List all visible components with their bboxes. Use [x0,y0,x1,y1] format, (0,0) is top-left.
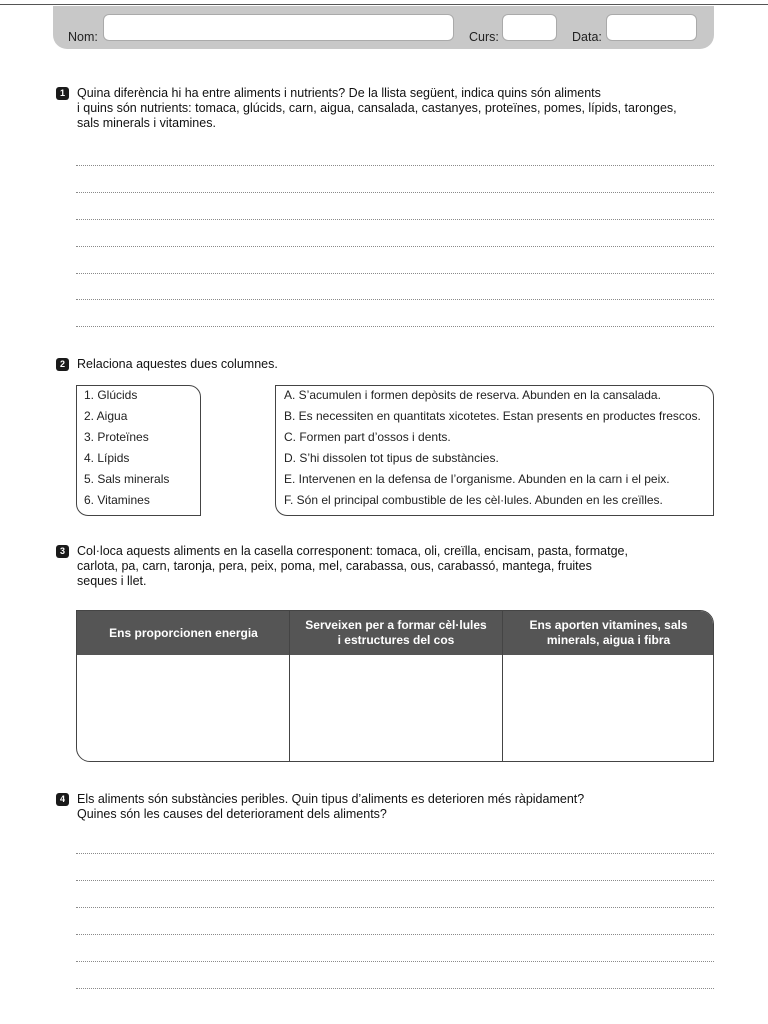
question-1-text [77,86,677,131]
question-line: Quines són les causes del deteriorament dels aliments? [77,807,387,821]
answer-line[interactable] [76,326,714,327]
question-4-number: 4 [56,793,69,806]
answer-line[interactable] [76,246,714,247]
column-header-vitamins: Ens aporten vitamines, sals minerals, aigua i fibra [529,618,688,647]
left-item: 5. Sals minerals [84,472,170,486]
right-item: A. S’acumulen i formen depòsits de reserva. Abunden en la cansalada. [284,388,661,402]
column-header-structure: Serveixen per a formar cèl·lules i estructures del cos [305,618,487,647]
question-line: Els aliments són substàncies peribles. Quin tipus d’aliments es deterioren més ràpidament? [77,792,585,806]
answer-cell-structure[interactable] [290,655,502,762]
name-field[interactable] [103,14,454,41]
column-header-energy: Ens proporcionen energia [109,625,258,640]
course-label: Curs: [469,30,499,44]
question-2-number: 2 [56,358,69,371]
left-item: 1. Glúcids [84,388,138,402]
question-line: i quins són nutrients: tomaca, glúcids, carn, aigua, cansalada, castanyes, proteïnes, pomes, lípids, taronges, [77,101,677,115]
date-field[interactable] [606,14,697,41]
question-line: Quina diferència hi ha entre aliments i nutrients? De la llista següent, indica quins són aliments [77,86,601,100]
name-label: Nom: [68,30,98,44]
answer-line[interactable] [76,219,714,220]
left-item: 4. Lípids [84,451,130,465]
right-item: D. S’hi dissolen tot tipus de substàncies. [284,451,499,465]
left-item: 3. Proteïnes [84,430,149,444]
right-item: C. Formen part d’ossos i dents. [284,430,451,444]
question-line: seques i llet. [77,574,147,588]
answer-line[interactable] [76,988,714,989]
answer-line[interactable] [76,273,714,274]
course-field[interactable] [502,14,557,41]
left-item: 6. Vitamines [84,493,150,507]
question-3-number: 3 [56,545,69,558]
question-1-number: 1 [56,87,69,100]
right-item: B. Es necessiten en quantitats xicotetes. Estan presents en productes frescos. [284,409,701,423]
question-2-text: Relaciona aquestes dues columnes. [77,357,278,371]
question-4-text [77,792,584,822]
left-item: 2. Aigua [84,409,128,423]
date-label: Data: [572,30,602,44]
answer-line[interactable] [76,192,714,193]
answer-line[interactable] [76,165,714,166]
right-item: F. Són el principal combustible de les cèl·lules. Abunden en les creïlles. [284,493,663,507]
question-line: sals minerals i vitamines. [77,116,216,130]
question-line: Col·loca aquests aliments en la casella corresponent: tomaca, oli, creïlla, encisam, pasta, formatge, [77,544,628,558]
answer-cell-energy[interactable] [77,655,289,762]
question-line: carlota, pa, carn, taronja, pera, peix, poma, mel, carabassa, ous, carabassó, mantega, fruites [77,559,592,573]
answer-line[interactable] [76,853,714,854]
right-item: E. Intervenen en la defensa de l’organisme. Abunden en la carn i el peix. [284,472,670,486]
answer-line[interactable] [76,907,714,908]
top-rule [0,4,768,5]
question-3-text [77,544,628,589]
answer-cell-vitamins[interactable] [503,655,714,762]
food-classification-table [76,610,714,762]
answer-line[interactable] [76,880,714,881]
answer-line[interactable] [76,934,714,935]
answer-line[interactable] [76,299,714,300]
answer-line[interactable] [76,961,714,962]
